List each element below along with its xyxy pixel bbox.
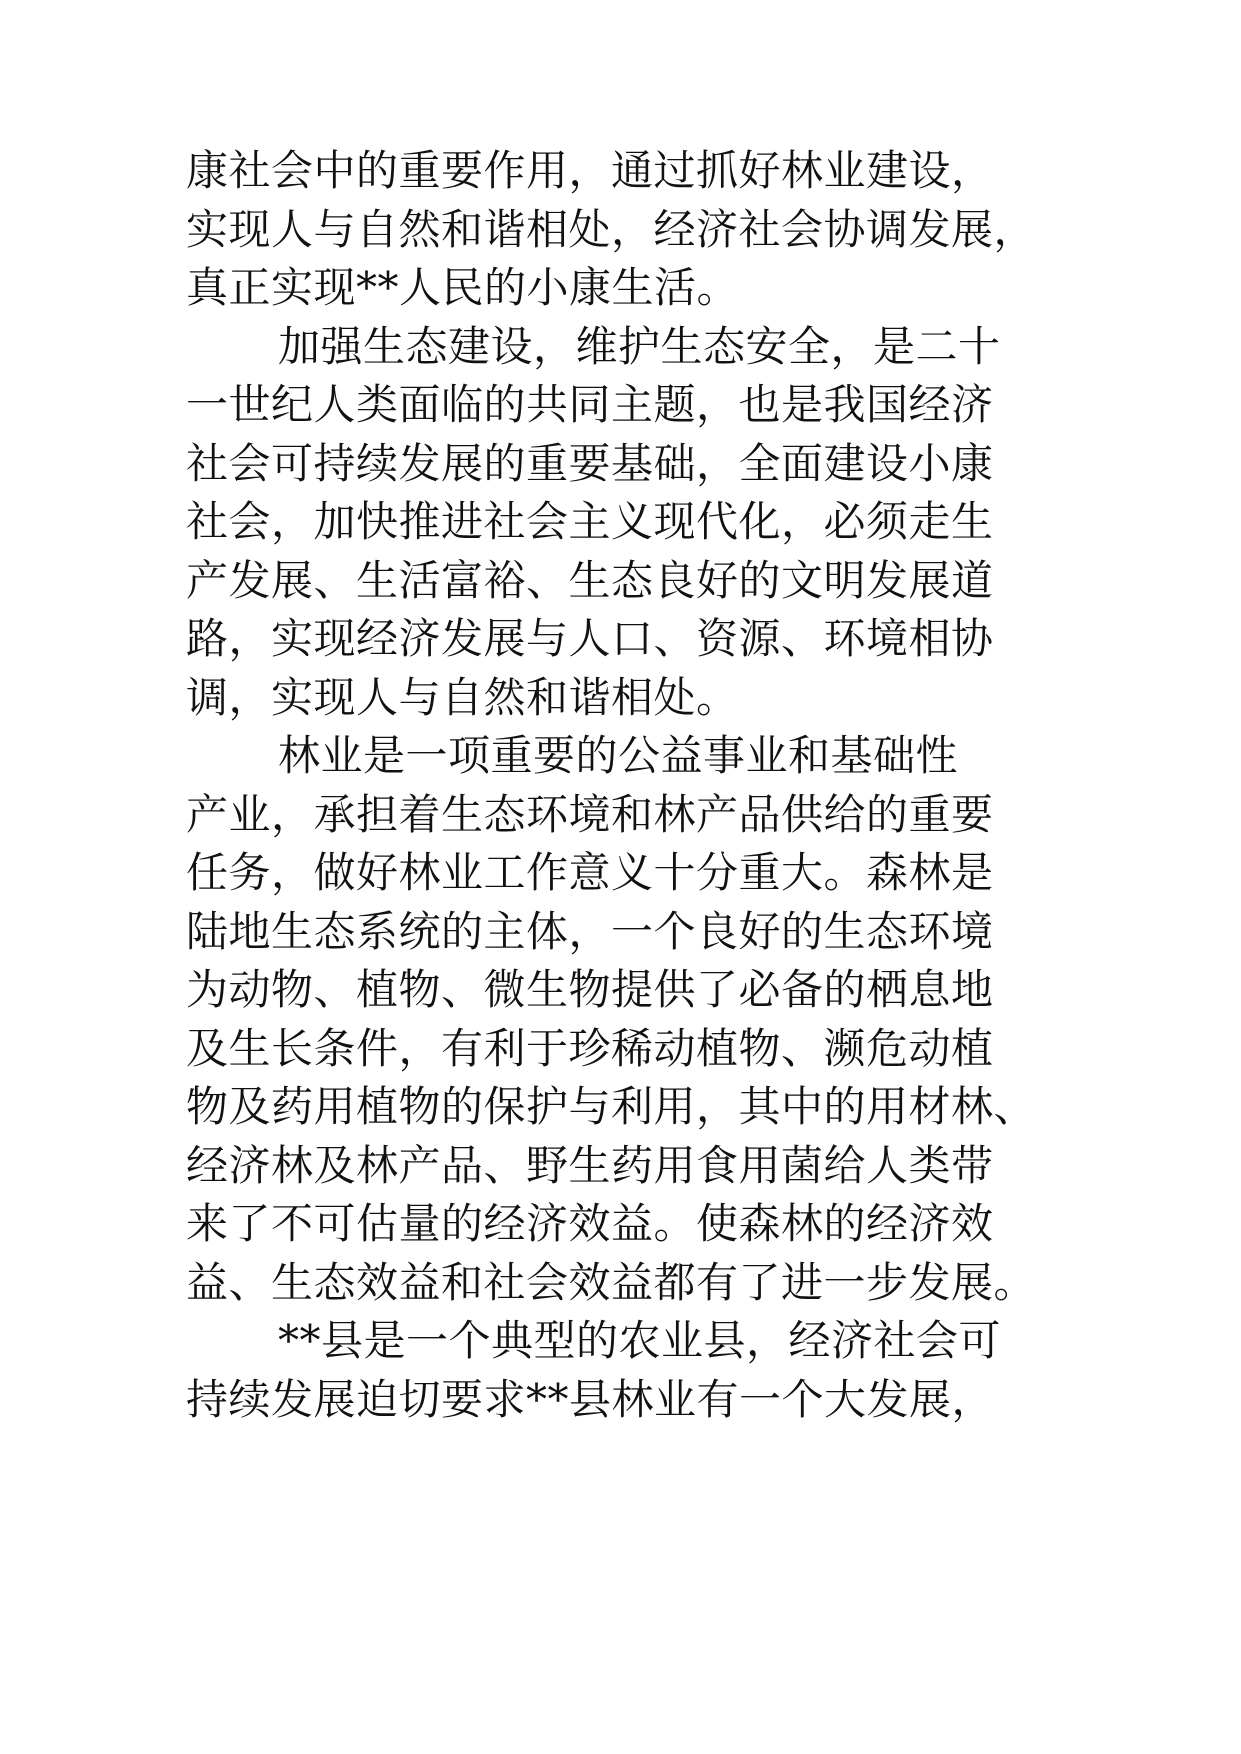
text-line: 产发展、生活富裕、生态良好的文明发展道 <box>186 555 994 605</box>
text-line: 来了不可估量的经济效益。使森林的经济效 <box>186 1199 994 1248</box>
text-line: 经济林及林产品、野生药用食用菌给人类带 <box>186 1140 994 1190</box>
text-line: 物及药用植物的保护与利用，其中的用材林、 <box>186 1082 1037 1131</box>
paragraph-first-line: 林业是一项重要的公益事业和基础性 <box>278 731 959 780</box>
body-text <box>186 142 1086 1429</box>
text-line: 康社会中的重要作用，通过抓好林业建设， <box>186 146 994 195</box>
text-line: 及生长条件，有利于珍稀动植物、濒危动植 <box>186 1023 994 1073</box>
text-line: 任务，做好林业工作意义十分重大。森林是 <box>186 848 994 897</box>
text-line: 一世纪人类面临的共同主题，也是我国经济 <box>186 380 994 429</box>
text-line: 实现人与自然和谐相处，经济社会协调发展， <box>186 204 1037 254</box>
text-line: 社会，加快推进社会主义现代化，必须走生 <box>186 497 994 546</box>
text-line: 路，实现经济发展与人口、资源、环境相协 <box>186 614 994 663</box>
text-line: 产业，承担着生态环境和林产品供给的重要 <box>186 789 994 839</box>
text-line: 调，实现人与自然和谐相处。 <box>186 672 739 722</box>
text-line: 持续发展迫切要求**县林业有一个大发展， <box>186 1374 995 1424</box>
paragraph-first-line: **县是一个典型的农业县，经济社会可 <box>278 1316 1002 1365</box>
text-line: 益、生态效益和社会效益都有了进一步发展。 <box>186 1257 1037 1307</box>
text-line: 为动物、植物、微生物提供了必备的栖息地 <box>186 965 994 1014</box>
text-line: 真正实现**人民的小康生活。 <box>186 263 740 312</box>
paragraph-first-line: 加强生态建设，维护生态安全，是二十 <box>278 321 1001 371</box>
text-line: 社会可持续发展的重要基础，全面建设小康 <box>186 438 994 488</box>
text-line: 陆地生态系统的主体，一个良好的生态环境 <box>186 906 994 956</box>
